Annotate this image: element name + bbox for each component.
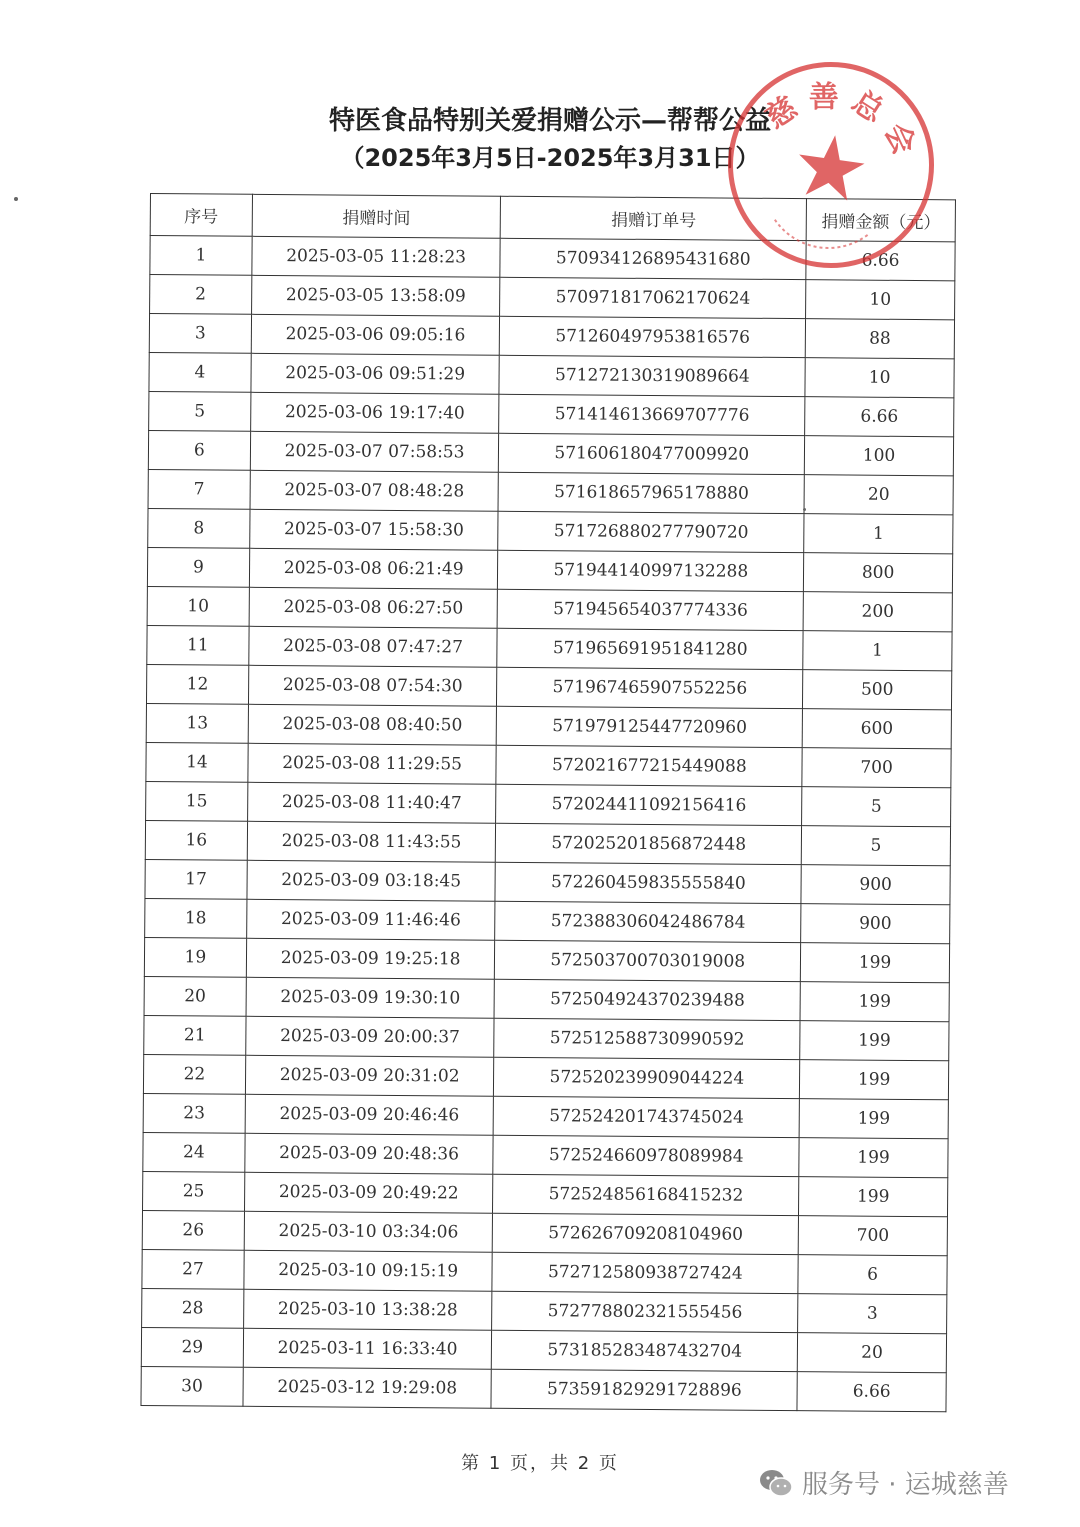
cell-index: 24 (143, 1132, 245, 1172)
cell-amount: 1 (804, 514, 953, 554)
table-row (147, 586, 952, 631)
cell-index: 21 (144, 1015, 246, 1055)
cell-amount: 1 (803, 631, 952, 671)
cell-amount: 3 (798, 1294, 947, 1334)
cell-index: 19 (144, 937, 246, 977)
cell-index: 13 (146, 703, 248, 743)
cell-order-no: 571606180477009920 (499, 433, 805, 474)
table-row (146, 664, 951, 709)
cell-amount: 5 (802, 787, 951, 827)
cell-amount: 6.66 (806, 241, 955, 281)
cell-index: 7 (148, 469, 250, 509)
cell-index: 23 (143, 1093, 245, 1133)
cell-time: 2025-03-07 15:58:30 (250, 509, 499, 550)
cell-amount: 10 (805, 358, 954, 398)
cell-time: 2025-03-09 19:25:18 (246, 938, 495, 979)
cell-order-no: 572260459835555840 (495, 862, 801, 903)
table-row (145, 859, 950, 904)
cell-amount: 199 (799, 1099, 948, 1139)
cell-index: 15 (146, 781, 248, 821)
scan-speck (803, 508, 806, 511)
cell-index: 1 (150, 236, 252, 276)
cell-index: 5 (149, 391, 251, 431)
cell-order-no: 570934126895431680 (500, 238, 806, 279)
cell-index: 8 (148, 508, 250, 548)
document-title: 特医食品特别关爱捐赠公示—帮帮公益 (328, 106, 771, 136)
watermark-text: 服务号 · 运城慈善 (802, 1470, 1009, 1500)
cell-time: 2025-03-05 11:28:23 (252, 236, 501, 277)
cell-index: 27 (142, 1249, 244, 1289)
cell-time: 2025-03-08 08:40:50 (248, 704, 497, 745)
cell-index: 17 (145, 859, 247, 899)
cell-amount: 600 (802, 709, 951, 749)
cell-index: 22 (143, 1054, 245, 1094)
table-row (146, 703, 951, 748)
header-time: 捐赠时间 (252, 194, 501, 238)
cell-amount: 199 (799, 1138, 948, 1178)
table-row (149, 314, 954, 359)
cell-index: 12 (146, 664, 248, 704)
cell-time: 2025-03-08 07:47:27 (249, 626, 498, 667)
table-row (143, 1132, 948, 1177)
table-row (142, 1249, 947, 1294)
cell-time: 2025-03-09 20:31:02 (245, 1055, 494, 1096)
table-row (142, 1210, 947, 1255)
watermark (758, 1464, 1009, 1501)
official-seal (715, 49, 948, 282)
cell-amount: 199 (800, 982, 949, 1022)
cell-order-no: 572503700703019008 (495, 940, 801, 981)
table-row (145, 898, 950, 943)
table-row (145, 820, 950, 865)
cell-index: 10 (147, 586, 249, 626)
cell-order-no: 571979125447720960 (497, 706, 803, 747)
cell-order-no: 572524856168415232 (493, 1174, 799, 1215)
cell-amount: 20 (797, 1333, 946, 1373)
table-row (148, 469, 953, 514)
cell-order-no: 571260497953816576 (500, 316, 806, 357)
cell-amount: 900 (801, 904, 950, 944)
cell-order-no: 571945654037774336 (498, 589, 804, 630)
cell-index: 2 (150, 275, 252, 315)
cell-order-no: 572524660978089984 (493, 1135, 799, 1176)
cell-order-no: 572524201743745024 (494, 1096, 800, 1137)
cell-time: 2025-03-09 20:46:46 (245, 1094, 494, 1135)
cell-order-no: 571726880277790720 (498, 511, 804, 552)
cell-time: 2025-03-08 11:43:55 (247, 821, 496, 862)
cell-time: 2025-03-10 13:38:28 (243, 1289, 492, 1330)
cell-time: 2025-03-09 03:18:45 (247, 860, 496, 901)
cell-order-no: 573591829291728896 (491, 1369, 797, 1410)
header-index: 序号 (150, 194, 252, 237)
cell-amount: 800 (804, 553, 953, 593)
cell-time: 2025-03-06 09:05:16 (251, 314, 500, 355)
cell-amount: 88 (805, 319, 954, 359)
table-row (142, 1288, 947, 1333)
cell-amount: 20 (804, 475, 953, 515)
cell-amount: 199 (799, 1177, 948, 1217)
page-footer: 第 1 页，共 2 页 (461, 1453, 619, 1474)
cell-index: 9 (147, 547, 249, 587)
cell-time: 2025-03-07 07:58:53 (250, 431, 499, 472)
header-order-no: 捐赠订单号 (501, 196, 807, 240)
cell-order-no: 571965691951841280 (497, 628, 803, 669)
cell-index: 25 (143, 1171, 245, 1211)
cell-index: 29 (141, 1327, 243, 1367)
cell-index: 30 (141, 1366, 243, 1406)
cell-order-no: 572778802321555456 (492, 1291, 798, 1332)
cell-amount: 500 (803, 670, 952, 710)
cell-time: 2025-03-12 19:29:08 (243, 1367, 492, 1408)
cell-time: 2025-03-08 06:21:49 (249, 548, 498, 589)
table-row (148, 430, 953, 475)
document-subtitle: （2025年3月5日-2025年3月31日） (340, 144, 760, 172)
table-row (150, 275, 955, 320)
seal-star-icon (794, 131, 868, 203)
table-row (149, 352, 954, 397)
cell-order-no: 572504924370239488 (494, 979, 800, 1020)
cell-index: 18 (145, 898, 247, 938)
cell-time: 2025-03-08 06:27:50 (249, 587, 498, 628)
cell-amount: 6.66 (805, 397, 954, 437)
cell-amount: 5 (801, 826, 950, 866)
cell-time: 2025-03-11 16:33:40 (243, 1328, 492, 1369)
scan-speck (14, 197, 18, 201)
cell-amount: 6.66 (797, 1372, 946, 1412)
cell-amount: 700 (802, 748, 951, 788)
cell-time: 2025-03-09 11:46:46 (246, 899, 495, 940)
table-row (141, 1327, 946, 1372)
cell-time: 2025-03-10 09:15:19 (244, 1250, 493, 1291)
cell-order-no: 572512588730990592 (494, 1018, 800, 1059)
cell-order-no: 570971817062170624 (500, 277, 806, 318)
cell-index: 11 (147, 625, 249, 665)
cell-order-no: 571414613669707776 (499, 394, 805, 435)
table-body (141, 236, 955, 1412)
donation-table (140, 193, 956, 1412)
cell-amount: 200 (803, 592, 952, 632)
header-amount: 捐赠金额（元） (806, 199, 955, 242)
svg-text:慈善总会: 慈善总会 (759, 79, 926, 170)
cell-order-no: 571272130319089664 (499, 355, 805, 396)
table-row (143, 1054, 948, 1099)
cell-time: 2025-03-09 20:00:37 (246, 1016, 495, 1057)
table-row (148, 508, 953, 553)
cell-amount: 700 (798, 1216, 947, 1256)
seal-graphic (720, 54, 941, 275)
cell-order-no: 571944140997132288 (498, 550, 804, 591)
cell-index: 14 (146, 742, 248, 782)
cell-index: 28 (142, 1288, 244, 1328)
cell-time: 2025-03-05 13:58:09 (251, 275, 500, 316)
cell-amount: 6 (798, 1255, 947, 1295)
cell-time: 2025-03-08 11:29:55 (248, 743, 497, 784)
cell-amount: 10 (806, 280, 955, 320)
cell-order-no: 572626709208104960 (493, 1213, 799, 1254)
table-row (143, 1171, 948, 1216)
cell-index: 26 (142, 1210, 244, 1250)
cell-time: 2025-03-09 19:30:10 (246, 977, 495, 1018)
table-row (141, 1366, 946, 1411)
cell-amount: 100 (804, 436, 953, 476)
table-row (144, 1015, 949, 1060)
cell-time: 2025-03-09 20:48:36 (245, 1133, 494, 1174)
cell-time: 2025-03-09 20:49:22 (244, 1172, 493, 1213)
cell-index: 4 (149, 352, 251, 392)
cell-time: 2025-03-10 03:34:06 (244, 1211, 493, 1252)
table-row (146, 781, 951, 826)
cell-order-no: 572712580938727424 (492, 1252, 798, 1293)
cell-amount: 199 (801, 943, 950, 983)
cell-order-no: 572388306042486784 (495, 901, 801, 942)
cell-order-no: 573185283487432704 (492, 1330, 798, 1371)
table-row (144, 976, 949, 1021)
table-row (147, 625, 952, 670)
table-row (144, 937, 949, 982)
cell-time: 2025-03-06 09:51:29 (251, 353, 500, 394)
table-row (147, 547, 952, 592)
cell-amount: 199 (800, 1060, 949, 1100)
table-row (143, 1093, 948, 1138)
cell-order-no: 572024411092156416 (496, 784, 802, 825)
wechat-icon (758, 1467, 794, 1499)
cell-index: 16 (145, 820, 247, 860)
cell-amount: 900 (801, 865, 950, 905)
cell-time: 2025-03-07 08:48:28 (250, 470, 499, 511)
cell-order-no: 572025201856872448 (496, 823, 802, 864)
cell-index: 20 (144, 976, 246, 1016)
cell-index: 3 (149, 314, 251, 354)
cell-order-no: 572520239909044224 (494, 1057, 800, 1098)
cell-order-no: 571967465907552256 (497, 667, 803, 708)
cell-order-no: 571618657965178880 (498, 472, 804, 513)
cell-time: 2025-03-08 07:54:30 (248, 665, 497, 706)
cell-order-no: 572021677215449088 (496, 745, 802, 786)
cell-time: 2025-03-08 11:40:47 (247, 782, 496, 823)
cell-time: 2025-03-06 19:17:40 (250, 392, 499, 433)
table-row (146, 742, 951, 787)
table-row (149, 391, 954, 436)
cell-amount: 199 (800, 1021, 949, 1061)
cell-index: 6 (148, 430, 250, 470)
